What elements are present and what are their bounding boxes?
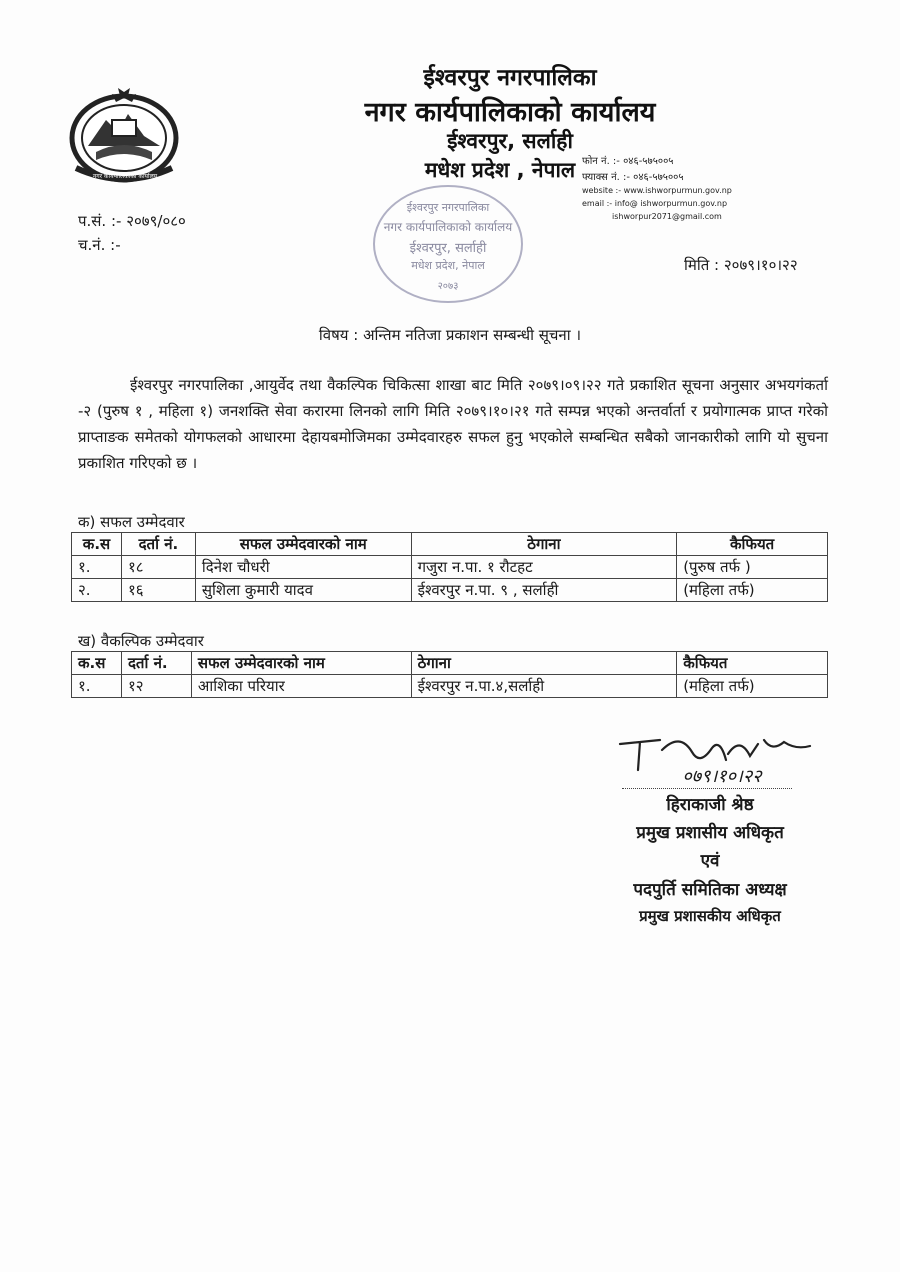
table-row (72, 556, 828, 579)
table-header-row (72, 652, 828, 675)
successful-candidates-table (71, 532, 828, 602)
stamp-line3: ईश्वरपुर, सर्लाही (409, 241, 487, 256)
letter-number: प.सं. :- २०७९/०८० (78, 212, 186, 230)
signature-block (600, 730, 820, 930)
cell-name: सुशिला कुमारी यादव (195, 579, 411, 602)
office-stamp (368, 182, 528, 306)
section-b-title: ख) वैकल्पिक उम्मेदवार (78, 632, 204, 650)
table-row (72, 675, 828, 698)
cell-reg-no: १८ (121, 556, 195, 579)
cell-reg-no: १६ (121, 579, 195, 602)
fax-number: फ्याक्स नं. :- ०४६-५७५००५ (582, 172, 684, 183)
signatory-conjunction: एवं (700, 851, 720, 871)
col-remarks: कैफियत (677, 533, 828, 556)
notice-body-text: ईश्वरपुर नगरपालिका ,आयुर्वेद तथा वैकल्पिक चिकित्सा शाखा बाट मिति २०७९।०९।२२ गते प्रकाशित सूचना अनुसार अभयगंकर्ता -२ (पुरुष १ , महिला १) जनशक्ति सेवा करारमा लिनको लागि मिति २०७९।१०।२१ गते सम्पन्न भएको अन्तर्वार्ता र प्रयोगात्मक प्राप्त गरेको प्राप्ताङक समेतको योगफलको आधारमा देहायबमोजिमका उम्मेदवारहरु सफल हुनु भएकोले सम्बन्धित सबैको जानकारीको लागि यो सुचना प्रकाशित गरिएको छ । (78, 376, 828, 472)
email-secondary: ishworpur2071@gmail.com (612, 212, 722, 221)
table-header-row (72, 533, 828, 556)
table-row (72, 579, 828, 602)
cell-sn: २. (72, 579, 122, 602)
email-primary: email :- info@ ishworpurmun.gov.np (582, 199, 728, 208)
phone-number: फोन नं. :- ०४६-५७५००५ (582, 156, 674, 167)
cell-sn: १. (72, 675, 122, 698)
col-remarks: कैफियत (677, 652, 828, 675)
col-reg-no: दर्ता नं. (121, 533, 195, 556)
stamp-line1: ईश्वरपुर नगरपालिका (406, 201, 490, 214)
office-location: ईश्वरपुर, सर्लाही (447, 129, 573, 153)
cell-remarks: (महिला तर्फ) (677, 579, 828, 602)
office-name: नगर कार्यपालिकाको कार्यालय (364, 97, 656, 128)
stamp-line4: मधेश प्रदेश, नेपाल (411, 259, 485, 272)
col-sn: क.स (72, 533, 122, 556)
cell-address: गजुरा न.पा. १ रौटहट (411, 556, 677, 579)
col-sn: क.स (72, 652, 122, 675)
alternate-candidates-table (71, 651, 828, 698)
cell-name: आशिका परियार (191, 675, 411, 698)
cell-address: ईश्वरपुर न.पा.४,सर्लाही (411, 675, 677, 698)
signatory-title: प्रमुख प्रशासीय अधिकृत (636, 823, 784, 843)
col-address: ठेगाना (411, 652, 677, 675)
col-reg-no: दर्ता नं. (121, 652, 191, 675)
cell-reg-no: १२ (121, 675, 191, 698)
stamp-year: २०७३ (437, 281, 459, 292)
stamp-line2: नगर कार्यपालिकाको कार्यालय (383, 220, 513, 234)
letter-date: मिति : २०७९।१०।२२ (684, 256, 798, 274)
col-name: सफल उम्मेदवारको नाम (191, 652, 411, 675)
signatory-committee-title: पदपुर्ति समितिका अध्यक्ष (633, 880, 787, 900)
signatory-stamp: प्रमुख प्रशासकीय अधिकृत (639, 907, 781, 925)
emblem-caption: नगर कार्यपालिकाको कार्यालय (92, 173, 158, 180)
subject-line: विषय : अन्तिम नतिजा प्रकाशन सम्बन्धी सूचना । (318, 326, 582, 344)
website: website :- www.ishworpurmun.gov.np (582, 186, 732, 195)
section-a-title: क) सफल उम्मेदवार (78, 513, 185, 531)
notice-body (78, 372, 828, 476)
cell-sn: १. (72, 556, 122, 579)
dispatch-number: च.नं. :- (78, 236, 121, 254)
signature-date: ०७९।१०।२२ (682, 766, 762, 787)
cell-address: ईश्वरपुर न.पा. ९ , सर्लाही (411, 579, 677, 602)
signatory-name: हिराकाजी श्रेष्ठ (666, 795, 754, 815)
cell-remarks: (पुरुष तर्फ ) (677, 556, 828, 579)
signature-line (622, 788, 792, 789)
col-address: ठेगाना (411, 533, 677, 556)
cell-name: दिनेश चौधरी (195, 556, 411, 579)
municipality-name: ईश्वरपुर नगरपालिका (423, 65, 597, 91)
col-name: सफल उम्मेदवारको नाम (195, 533, 411, 556)
cell-remarks: (महिला तर्फ) (677, 675, 828, 698)
province-country: मधेश प्रदेश , नेपाल (424, 158, 576, 182)
